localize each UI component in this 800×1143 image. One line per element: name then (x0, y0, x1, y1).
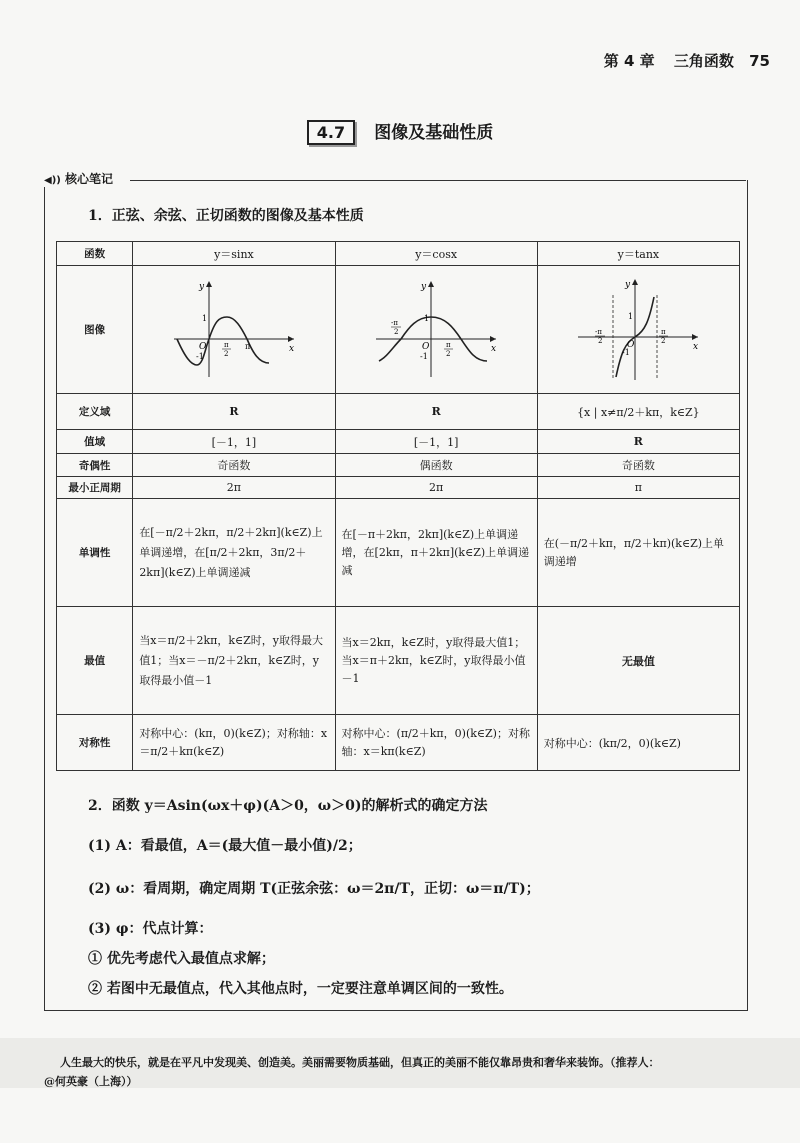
symmetry-tan: 对称中心：(kπ/2，0)(k∈Z) (537, 715, 739, 771)
svg-text:O: O (198, 342, 207, 352)
svg-text:-π: -π (595, 327, 603, 336)
func-sin: y＝sinx (133, 242, 335, 266)
label-function: 函数 (57, 242, 133, 266)
mono-tan: 在(－π/2＋kπ，π/2＋kπ)(k∈Z)上单调递增 (537, 499, 739, 607)
parity-cos: 偶函数 (335, 454, 537, 477)
svg-text:1: 1 (424, 314, 430, 323)
domain-sin: R (133, 394, 335, 430)
paragraph-2-1: (1) A：看最值，A＝(最大值－最小值)/2； (88, 838, 362, 854)
svg-text:2: 2 (223, 350, 229, 358)
row-period (57, 477, 740, 499)
svg-text:x: x (288, 344, 294, 354)
label-extreme: 最值 (57, 607, 133, 715)
label-monotonic: 单调性 (57, 499, 133, 607)
paragraph-1: 1．正弦、余弦、正切函数的图像及基本性质 (88, 208, 364, 224)
range-tan: R (537, 430, 739, 454)
row-graph (57, 266, 740, 394)
paragraph-2-5: ② 若图中无最值点，代入其他点时，一定要注意单调区间的一致性。 (88, 981, 513, 997)
symmetry-sin: 对称中心：(kπ，0)(k∈Z)；对称轴：x＝π/2＋kπ(k∈Z) (133, 715, 335, 771)
svg-text:y: y (625, 279, 631, 290)
svg-text:1: 1 (201, 314, 208, 323)
row-domain (57, 394, 740, 430)
notes-label (44, 170, 117, 187)
sin-graph (169, 277, 299, 382)
func-tan: y＝tanx (537, 242, 739, 266)
domain-tan: {x | x≠π/2＋kπ，k∈Z} (537, 394, 739, 430)
mono-cos: 在[－π＋2kπ，2kπ](k∈Z)上单调递增，在[2kπ，π＋2kπ](k∈Z)上单调递减 (335, 499, 537, 607)
chapter-title: 三角函数 (673, 52, 734, 70)
svg-text:-1: -1 (420, 352, 428, 361)
func-cos: y＝cosx (335, 242, 537, 266)
extreme-sin: 当x＝π/2＋2kπ，k∈Z时，y取得最大值1；当x＝－π/2＋2kπ，k∈Z时，y取得最小值－1 (133, 607, 335, 715)
section-number: 4.7 (307, 120, 355, 145)
label-period: 最小正周期 (57, 477, 133, 499)
row-symmetry (57, 715, 740, 771)
row-function (57, 242, 740, 266)
tan-graph (573, 275, 703, 385)
row-monotonic (57, 499, 740, 607)
speaker-icon: ◀)) (44, 175, 61, 186)
notes-box-top-line (130, 180, 746, 181)
svg-text:x: x (491, 344, 497, 354)
page-number: 75 (749, 52, 770, 70)
footer-quote: 人生最大的快乐，就是在平凡中发现美、创造美。美丽需要物质基础，但真正的美丽不能仅靠昂贵和奢华来装饰。（推荐人： (60, 1056, 660, 1069)
graph-cos-cell (335, 266, 537, 394)
svg-text:2: 2 (598, 336, 603, 345)
paragraph-2-3: (3) φ：代点计算： (88, 921, 213, 937)
extreme-cos: 当x＝2kπ，k∈Z时，y取得最大值1；当x＝π＋2kπ，k∈Z时，y取得最小值－1 (335, 607, 537, 715)
mono-sin: 在[－π/2＋2kπ，π/2＋2kπ](k∈Z)上单调递增，在[π/2＋2kπ，3π/2＋2kπ](k∈Z)上单调递减 (133, 499, 335, 607)
period-tan: π (537, 477, 739, 499)
svg-text:O: O (422, 342, 430, 352)
period-cos: 2π (335, 477, 537, 499)
svg-text:y: y (421, 282, 427, 292)
svg-text:π: π (244, 342, 251, 351)
graph-sin-cell (133, 266, 335, 394)
footer-credit: @何英豪（上海）） (44, 1075, 138, 1088)
section-name: 图像及基础性质 (374, 123, 494, 143)
svg-text:2: 2 (661, 336, 666, 345)
chapter-number: 第 4 章 (603, 52, 655, 70)
notes-label-text: 核心笔记 (65, 172, 114, 186)
domain-cos: R (335, 394, 537, 430)
cos-graph (371, 277, 501, 382)
symmetry-cos: 对称中心：(π/2＋kπ，0)(k∈Z)；对称轴：x＝kπ(k∈Z) (335, 715, 537, 771)
paragraph-2-4: ① 优先考虑代入最值点求解； (88, 951, 275, 967)
graph-tan-cell (537, 266, 739, 394)
parity-sin: 奇函数 (133, 454, 335, 477)
svg-text:π: π (223, 341, 229, 349)
svg-text:π: π (661, 327, 666, 336)
svg-text:x: x (693, 341, 699, 352)
label-symmetry: 对称性 (57, 715, 133, 771)
svg-text:2: 2 (394, 328, 399, 336)
svg-text:π: π (446, 341, 451, 349)
svg-text:1: 1 (628, 311, 634, 321)
paragraph-2: 2．函数 y＝Asin(ωx＋φ)(A＞0，ω＞0)的解析式的确定方法 (88, 798, 488, 814)
row-range (57, 430, 740, 454)
svg-text:-1: -1 (622, 347, 631, 357)
svg-text:-1: -1 (195, 352, 204, 361)
row-parity (57, 454, 740, 477)
label-graph: 图像 (57, 266, 133, 394)
label-parity: 奇偶性 (57, 454, 133, 477)
label-domain: 定义域 (57, 394, 133, 430)
range-cos: [－1，1] (335, 430, 537, 454)
period-sin: 2π (133, 477, 335, 499)
paragraph-2-2: (2) ω：看周期，确定周期 T(正弦余弦：ω＝2π/T，正切：ω＝π/T)； (88, 881, 540, 897)
svg-text:-π: -π (391, 319, 399, 327)
extreme-tan: 无最值 (537, 607, 739, 715)
section-title (0, 118, 800, 145)
properties-table (56, 241, 740, 771)
row-extreme (57, 607, 740, 715)
label-range: 值域 (57, 430, 133, 454)
range-sin: [－1，1] (133, 430, 335, 454)
page-header (604, 50, 770, 71)
svg-text:2: 2 (446, 350, 451, 358)
svg-text:y: y (198, 282, 205, 292)
parity-tan: 奇函数 (537, 454, 739, 477)
svg-text:O: O (627, 339, 635, 350)
